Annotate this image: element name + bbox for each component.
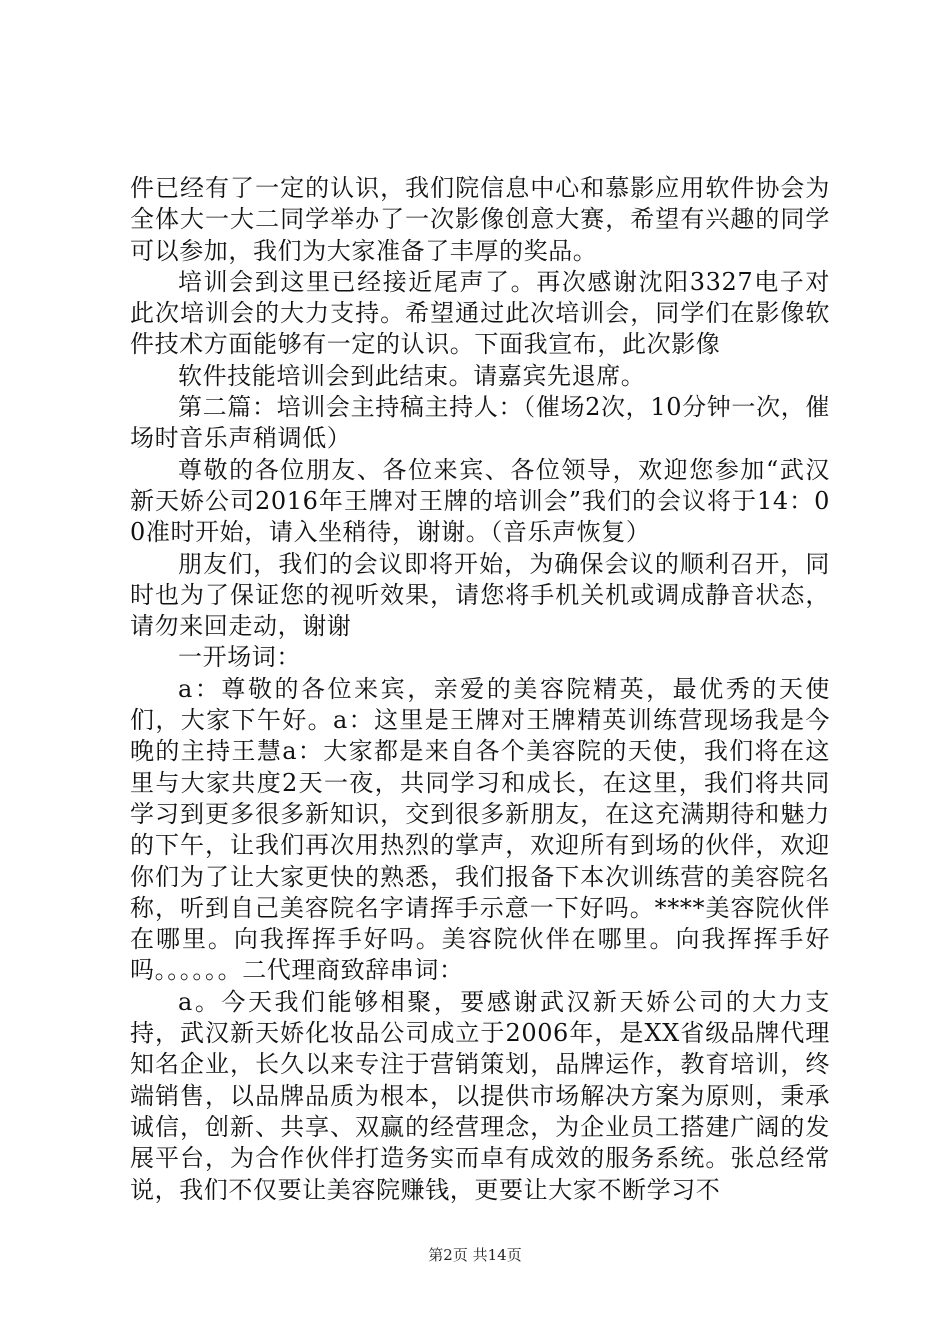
paragraph: 第二篇：培训会主持稿主持人：（催场2次，10分钟一次，催场时音乐声稍调低）	[130, 393, 830, 453]
paragraph: 培训会到这里已经接近尾声了。再次感谢沈阳3327电子对此次培训会的大力支持。希望通过此次培训会，同学们在影像软件技术方面能够有一定的认识。下面我宣布，此次影像	[130, 267, 830, 359]
paragraph: a：尊敬的各位来宾，亲爱的美容院精英，最优秀的天使们，大家下午好。a：这里是王牌对王牌精英训练营现场我是今晚的主持王慧a：大家都是来自各个美容院的天使，我们将在这里与大家共度2天一夜，共同学习和成长，在这里，我们将共同学习到更多很多新知识，交到很多新朋友，在这充满期待和魅力的下午，让我们再次用热烈的掌声，欢迎所有到场的伙伴，欢迎你们为了让大家更快的熟悉，我们报备下本次训练营的美容院名称，听到自己美容院名字请挥手示意一下好吗。****美容院伙伴在哪里。向我挥挥手好吗。美容院伙伴在哪里。向我挥挥手好吗。。。。。。二代理商致辞串词：	[130, 674, 830, 985]
paragraph: 软件技能培训会到此结束。请嘉宾先退席。	[178, 361, 646, 390]
paragraph: a。今天我们能够相聚，要感谢武汉新天娇公司的大力支持，武汉新天娇化妆品公司成立于2006年，是XX省级品牌代理知名企业，长久以来专注于营销策划，品牌运作，教育培训，终端销售，以品牌品质为根本，以提供市场解决方案为原则，秉承诚信，创新、共享、双赢的经营理念，为企业员工搭建广阔的发展平台，为合作伙伴打造务实而卓有成效的服务系统。张总经常说，我们不仅要让美容院赚钱，更要让大家不断学习不	[130, 987, 830, 1204]
document-body	[130, 173, 830, 1206]
section-heading: 一开场词：	[178, 643, 301, 672]
page-number-footer: 第2页 共14页	[428, 1246, 522, 1264]
paragraph: 尊敬的各位朋友、各位来宾、各位领导，欢迎您参加“武汉新天娇公司2016年王牌对王牌的培训会”我们的会议将于14：00准时开始，请入坐稍待，谢谢。（音乐声恢复）	[130, 455, 830, 547]
paragraph: 件已经有了一定的认识，我们院信息中心和慕影应用软件协会为全体大一大二同学举办了一次影像创意大赛，希望有兴趣的同学可以参加，我们为大家准备了丰厚的奖品。	[130, 174, 830, 265]
paragraph: 朋友们，我们的会议即将开始，为确保会议的顺利召开，同时也为了保证您的视听效果，请您将手机关机或调成静音状态，请勿来回走动，谢谢	[130, 549, 830, 641]
